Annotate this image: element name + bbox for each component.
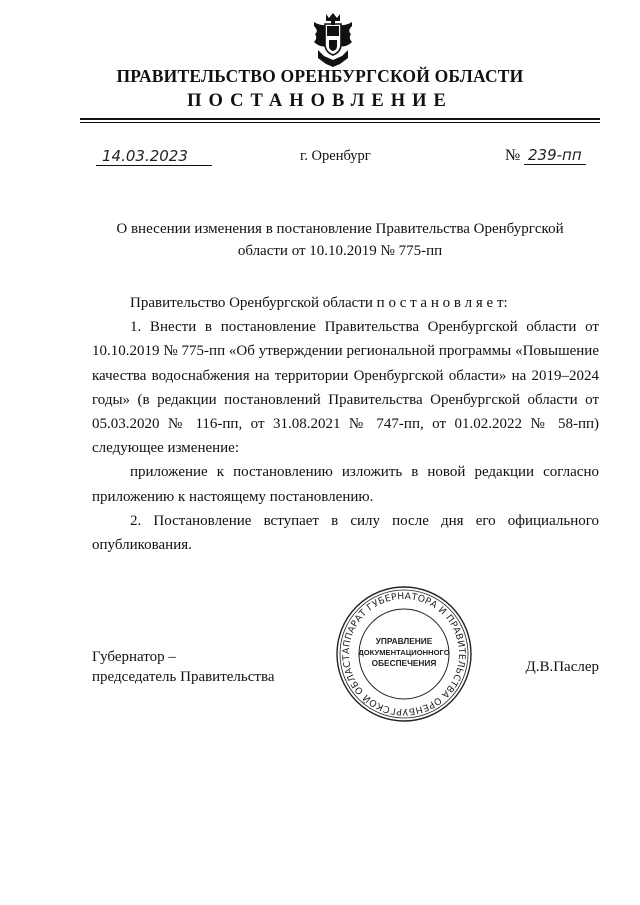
stamp-center-line-3: ОБЕСПЕЧЕНИЯ (371, 658, 437, 668)
document-date: 14.03.2023 (96, 147, 212, 166)
organization-title: ПРАВИТЕЛЬСТВО ОРЕНБУРГСКОЙ ОБЛАСТИ (116, 66, 524, 86)
stamp-center-line-2: ДОКУМЕНТАЦИОННОГО (358, 648, 450, 657)
position-line-1: Губернатор – (92, 649, 176, 665)
header-rule-thin (80, 122, 600, 123)
number-sign: № (505, 147, 521, 164)
signatory-name: Д.В.Паслер (525, 659, 599, 675)
item-1-paragraph: 1. Внести в постановление Правительства Оренбургской области от 10.10.2019 № 775-пп «Об утверждении региональной программы «Повышение качества водоснабжения на территории Оренбургской области» на 2019–2024 годы» (в редакции постановлений Правительства Оренбургской области от 05.03.2020 № 116-пп, от 31.08.2021 № 747-пп, от 01.02.2022 № 58-пп) следующее изменение: (92, 319, 599, 457)
coat-of-arms-icon (310, 12, 356, 68)
preamble-paragraph: Правительство Оренбургской области п о с т а н о в л я е т: (130, 295, 508, 311)
document-number-block (505, 146, 586, 165)
stamp-center-line-1: УПРАВЛЕНИЕ (375, 636, 433, 646)
official-stamp (334, 584, 474, 724)
document-type-title: ПОСТАНОВЛЕНИЕ (187, 91, 453, 111)
item-2-paragraph: 2. Постановление вступает в силу после дня его официального опубликования. (92, 512, 599, 554)
document-body (92, 291, 599, 557)
document-city: г. Оренбург (300, 148, 371, 164)
position-line-2: председатель Правительства (92, 669, 275, 685)
document-subject: О внесении изменения в постановление Правительства Оренбургской области от 10.10.2019 № 775-пп (116, 221, 564, 259)
header-rule (80, 118, 600, 120)
item-1-detail-paragraph: приложение к постановлению изложить в новой редакции согласно приложению к настоящему постановлению. (92, 464, 599, 505)
stamp-ring-text: АППАРАТ ГУБЕРНАТОРА И ПРАВИТЕЛЬСТВА ОРЕНБУРГСКОЙ ОБЛАСТ (340, 590, 468, 718)
document-number: 239-пп (524, 146, 586, 165)
signatory-position (92, 647, 275, 687)
